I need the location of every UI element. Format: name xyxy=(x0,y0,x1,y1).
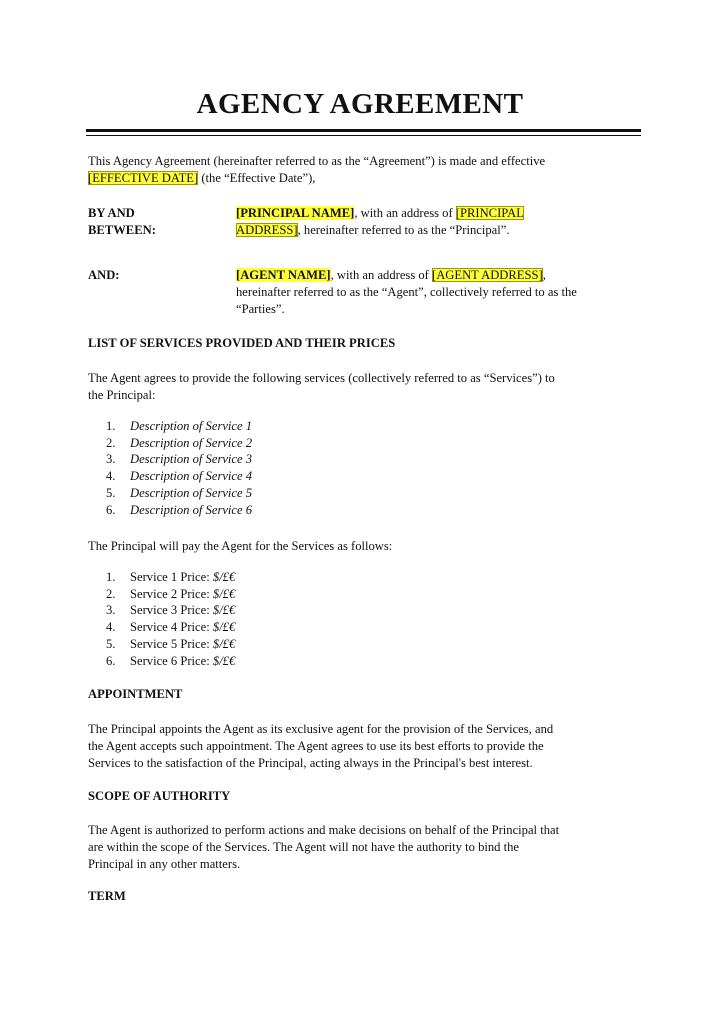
appointment-paragraph xyxy=(88,721,633,772)
price-label: Service 4 Price: xyxy=(130,620,213,635)
list-item-number: 4. xyxy=(106,620,116,635)
list-item xyxy=(106,502,252,519)
title-rule-thick xyxy=(86,129,641,132)
list-item xyxy=(106,418,252,435)
service-description: Description of Service 4 xyxy=(130,469,253,484)
list-item-number: 6. xyxy=(106,502,116,517)
prices-list xyxy=(106,569,235,669)
by-and-label xyxy=(88,205,156,239)
services-list xyxy=(106,418,252,518)
scope-paragraph xyxy=(88,822,633,873)
term-heading: TERM xyxy=(88,889,126,903)
agent-name-field: [AGENT NAME] xyxy=(236,268,331,282)
principal-address-field-2: ADDRESS] xyxy=(236,223,298,237)
intro-line-2 xyxy=(88,170,633,187)
scope-line-1: The Agent is authorized to perform actions and make decisions on behalf of the Principal that xyxy=(88,823,560,837)
list-item xyxy=(106,602,235,619)
list-item-number: 2. xyxy=(106,586,116,601)
list-item-number: 6. xyxy=(106,653,116,668)
services-intro-line-1: The Agent agrees to provide the following services (collectively referred to as “Services”) to xyxy=(88,371,555,385)
agent-block xyxy=(236,267,636,318)
service-description: Description of Service 6 xyxy=(130,502,253,517)
agent-text-b: , xyxy=(542,268,546,282)
service-description: Description of Service 1 xyxy=(130,419,253,433)
list-item-number: 3. xyxy=(106,452,116,467)
list-item xyxy=(106,619,235,636)
price-label: Service 3 Price: xyxy=(130,603,213,618)
agent-text-a: , with an address of xyxy=(330,268,433,282)
scope-heading: SCOPE OF AUTHORITY xyxy=(88,789,231,803)
price-value: $/£€ xyxy=(212,570,236,584)
list-item xyxy=(106,586,235,603)
agent-line-2: hereinafter referred to as the “Agent”, collectively referred to as the xyxy=(236,285,577,299)
price-label: Service 5 Price: xyxy=(130,636,213,651)
price-value: $/£€ xyxy=(212,636,236,651)
principal-text-a: , with an address of xyxy=(354,206,456,220)
price-value: $/£€ xyxy=(212,586,236,601)
list-item-number: 4. xyxy=(106,469,116,484)
service-description: Description of Service 3 xyxy=(130,452,253,467)
document-title: AGENCY AGREEMENT xyxy=(196,88,524,120)
list-item xyxy=(106,451,252,468)
agent-line-3: “Parties”. xyxy=(236,302,285,316)
intro-line-2-text: (the “Effective Date”), xyxy=(198,171,316,185)
principal-address-field-1: [PRINCIPAL xyxy=(455,206,524,220)
service-description: Description of Service 2 xyxy=(130,435,253,450)
list-item-number: 5. xyxy=(106,485,116,500)
list-item-number: 5. xyxy=(106,636,116,651)
price-value: $/£€ xyxy=(212,653,236,668)
intro-paragraph xyxy=(88,153,633,187)
list-item-number: 1. xyxy=(106,570,116,584)
appointment-line-3: Services to the satisfaction of the Principal, acting always in the Principal's best interest. xyxy=(88,756,533,770)
service-description: Description of Service 5 xyxy=(130,485,253,500)
and-label: AND: xyxy=(88,268,120,282)
scope-line-3: Principal in any other matters. xyxy=(88,857,241,871)
effective-date-field: [EFFECTIVE DATE] xyxy=(88,171,199,185)
principal-text-b: , hereinafter referred to as the “Principal”. xyxy=(297,223,510,237)
services-intro xyxy=(88,370,633,404)
list-item-number: 2. xyxy=(106,435,116,450)
list-item xyxy=(106,569,235,586)
principal-line-1 xyxy=(236,205,636,222)
title-rule-thin xyxy=(86,135,641,136)
services-heading: LIST OF SERVICES PROVIDED AND THEIR PRICES xyxy=(88,336,396,350)
list-item xyxy=(106,435,252,452)
by-and-label-line-1: BY AND xyxy=(88,206,135,220)
principal-line-2 xyxy=(236,222,636,239)
price-label: Service 6 Price: xyxy=(130,653,213,668)
intro-line-1: This Agency Agreement (hereinafter referred to as the “Agreement”) is made and effective xyxy=(88,154,546,168)
agent-address-field: [AGENT ADDRESS] xyxy=(432,268,543,282)
principal-name-field: [PRINCIPAL NAME] xyxy=(236,206,355,220)
price-value: $/£€ xyxy=(212,603,236,618)
pay-intro: The Principal will pay the Agent for the Services as follows: xyxy=(88,539,393,553)
scope-line-2: are within the scope of the Services. The Agent will not have the authority to bind the xyxy=(88,840,519,854)
principal-block xyxy=(236,205,636,239)
appointment-line-1: The Principal appoints the Agent as its exclusive agent for the provision of the Services, and xyxy=(88,722,554,736)
agent-line-1 xyxy=(236,267,636,284)
price-value: $/£€ xyxy=(212,620,236,635)
list-item xyxy=(106,636,235,653)
list-item-number: 3. xyxy=(106,603,116,618)
list-item xyxy=(106,653,235,670)
by-and-label-line-2: BETWEEN: xyxy=(88,223,156,237)
list-item xyxy=(106,468,252,485)
list-item-number: 1. xyxy=(106,419,116,433)
appointment-heading: APPOINTMENT xyxy=(88,687,183,701)
price-label: Service 2 Price: xyxy=(130,586,213,601)
services-intro-line-2: the Principal: xyxy=(88,388,156,402)
list-item xyxy=(106,485,252,502)
price-label: Service 1 Price: xyxy=(130,570,213,584)
appointment-line-2: the Agent accepts such appointment. The Agent agrees to use its best efforts to provide the xyxy=(88,739,544,753)
